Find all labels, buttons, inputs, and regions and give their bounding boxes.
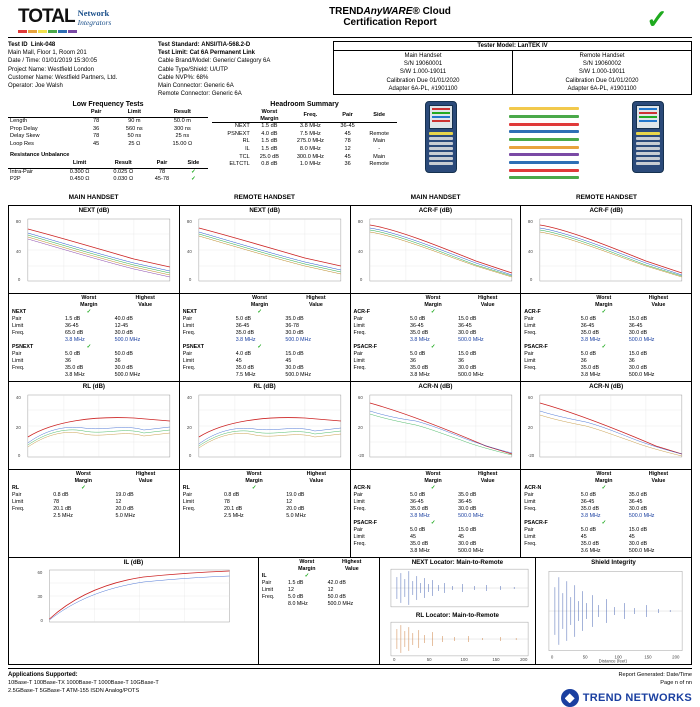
title-trend: TREND [329,6,364,17]
next-remote-stats: Worst Margin Highest Value NEXT ✓ Pair 5.0 dB 35.0 dB Limit 36-45 36-78 Freq. 35.0 dB 30.0 dB 3.8 MHz 500.0 MHz PSNEXT ✓ Pair 4.0 dB 15.0 dB Limit 45 45 Freq. 35.0 dB 30.0 dB 7.5 MHz 500.0 MHz [180,293,350,381]
x-tick: 100 [460,657,468,663]
limit-value: Cat 6A Permanent Link [189,50,256,57]
chart-panel-acrf-main [350,206,521,381]
svg-text:0: 0 [188,277,192,283]
chart-panel-next-remote [179,206,350,381]
title-certification-report: Certification Report [343,17,437,28]
low-frequency-title: Low Frequency Tests [72,101,144,109]
acrf-main-plot [354,215,518,293]
remote-handset-sw: S/W 1.000-19011 [578,69,626,76]
svg-text:40: 40 [15,395,21,401]
svg-text:40: 40 [528,249,534,255]
il-chart-panel [9,558,259,664]
low-frequency-tests-panel [8,101,208,193]
status-badge: ✓ [601,485,607,492]
svg-text:60: 60 [528,395,534,401]
svg-text:80: 80 [15,219,21,225]
main-handset-sw: S/W 1.000-19011 [399,69,447,76]
x-tick: 150 [492,657,500,663]
x-tick: 200 [672,655,680,661]
chart-title: IL (dB) [123,559,144,567]
apps-line-2: 2.5GBase-T 5GBase-T ATM-155 ISDN Analog/POTS [8,688,140,695]
summary-section [8,101,692,193]
band-label: REMOTE HANDSET [233,194,296,202]
band-label: REMOTE HANDSET [575,194,638,202]
status-badge: ✓ [86,309,92,316]
lf-col-limit: Limit [127,109,141,116]
standard-label: Test Standard: [158,42,200,48]
tester-info-box [333,41,692,95]
svg-text:0: 0 [40,618,43,624]
x-tick: 150 [644,655,652,661]
svg-text:0: 0 [188,453,192,459]
page-number: Page n of nn [660,680,692,687]
shield-integrity-title: Shield Integrity [591,559,636,567]
rl-main-plot [12,391,176,469]
report-meta [492,671,692,707]
info-line: Cable Type/Shield: U/UTP [158,66,228,73]
svg-text:0: 0 [17,453,21,459]
main-handset-cal: Calibration Due 01/01/2020 [386,77,460,84]
total-network-integrators-logo [8,6,158,33]
trend-diamond-icon [561,689,579,707]
chart-title: NEXT (dB) [78,207,110,215]
svg-text:40: 40 [186,249,192,255]
apps-title: Applications Supported: [8,672,78,679]
title-anyware: AnyWARE [363,6,413,17]
table-row: P2P 0.450 Ω 0.030 Ω 45-78 ✓ [8,176,208,184]
chart-title: ACR-N (dB) [589,383,624,391]
trend-networks-logo [492,689,692,707]
svg-text:-20: -20 [357,453,364,459]
headroom-summary-panel [212,101,397,193]
acrn-main-stats: Worst Margin Highest Value ACR-N ✓ Pair 5.0 dB 35.0 dB Limit 36-45 36-45 Freq. 35.0 dB 30.0 dB 3.8 MHz 500.0 MHz PSACR-F ✓ Pair 5.0 dB 15.0 dB Limit 45 45 Freq. 35.0 dB 30.0 dB 3.8 MHz 500.0 MHz [351,469,521,557]
logo-total-text: TOTAL [18,6,75,27]
x-tick: 0 [392,657,396,663]
report-title [158,6,622,28]
main-handset-image [421,101,461,173]
chart-panel-acrf-remote [520,206,691,381]
status-badge: ✓ [191,168,196,175]
acrn-main-plot [354,391,518,469]
chart-title: ACR-F (dB) [418,207,453,215]
status-badge: ✓ [86,344,92,351]
svg-text:0: 0 [530,277,533,283]
rl-remote-plot [183,391,347,469]
tester-column [333,41,692,98]
report-footer [8,668,692,707]
x-tick: 100 [614,655,622,661]
test-id-label: Test ID [8,42,28,48]
status-badge: ✓ [601,309,607,316]
x-tick: 50 [426,657,432,663]
chart-title: ACR-N (dB) [418,383,453,391]
svg-text:20: 20 [528,425,534,431]
info-line: Operator: Joe Walsh [8,83,63,90]
acrn-remote-plot [524,391,688,469]
test-id-value: Link-048 [30,42,56,48]
chart-panel-next-main [9,206,179,381]
info-line: Cable NVP%: 68% [158,74,209,81]
svg-text:60: 60 [357,395,363,401]
logo-integrators-text: Integrators [77,18,112,27]
status-badge: ✓ [257,309,262,316]
svg-text:60: 60 [37,570,43,576]
info-line: Cable Brand/Model: Generic/ Category 6A [158,58,271,65]
chart-title: NEXT (dB) [249,207,280,215]
main-handset-adapter: Adapter 6A-PL, #1901100 [388,85,458,92]
lf-col-pair: Pair [90,109,102,116]
il-stats: Worst Margin Highest Value IL ✓ Pair 1.5 dB 42.0 dB Limit 12 12 Freq. 5.0 dB 50.0 dB 8.0 MHz 500.0 MHz [261,559,362,608]
svg-text:40: 40 [186,395,192,401]
shield-integrity-plot [539,567,688,663]
acrf-main-stats: Worst Margin Highest Value ACR-F ✓ Pair 5.0 dB 15.0 dB Limit 36-45 36-45 Freq. 35.0 dB 30.0 dB 3.8 MHz 500.0 MHz PSACR-F ✓ Pair 5.0 dB 15.0 dB Limit 36 36 Freq. 35.0 dB 30.0 dB 3.8 MHz 500.0 MHz [351,293,521,381]
svg-text:0: 0 [359,277,362,283]
status-badge: ✓ [430,520,436,527]
standard-value: ANSI/TIA-568.2-D [201,42,251,48]
acrf-remote-plot [524,215,688,293]
remote-handset-cal: Calibration Due 01/01/2020 [565,77,639,84]
applications-supported [8,671,492,707]
rl-locator-title: RL Locator: Main-to-Remote [415,612,499,620]
pass-check-icon: ✓ [646,4,668,34]
table-row: IL 1.5 dB 8.0 MHz 12 - [245,146,381,153]
x-tick: 50 [582,655,588,661]
rl-remote-stats: Worst Margin Highest Value RL ✓ Pair 0.8 dB 19.0 dB Limit 78 12 Freq. 20.1 dB 20.0 dB 2.5 MHz 5.0 MHz [180,469,350,522]
table-row: RL 1.5 dB 275.0 MHz 78 Main [242,138,386,145]
next-remote-plot [183,215,347,293]
apps-line-1: 10Base-T 100Base-TX 1000Base-T 1000Base-T 10GBase-T [8,680,159,687]
status-badge: ✓ [601,344,607,351]
title-cloud: ® Cloud [412,6,451,17]
table-row: Loop Res 45 25 Ω 15.00 Ω [10,140,193,147]
info-line: Customer Name: Westfield Partners, Ltd. [8,74,118,81]
charts-row-rl-acrn [9,381,691,557]
table-row: TCL 25.0 dB 300.0 MHz 45 Main [239,153,386,160]
test-standard-column [158,41,333,98]
svg-text:80: 80 [528,219,534,225]
chart-panel-acrn-remote [520,382,691,557]
resistance-unbalance-title: Resistance Unbalance [10,152,70,159]
table-row: PSNEXT 4.0 dB 7.5 MHz 45 Remote [227,130,389,137]
svg-text:40: 40 [15,249,21,255]
chart-panel-rl-remote [179,382,350,557]
limit-label: Test Limit: [158,50,188,57]
test-id-column [8,41,158,98]
status-badge: ✓ [81,485,86,492]
tester-model-value: LanTEK IV [517,43,548,49]
svg-text:20: 20 [357,425,363,431]
report-generated: Report Generated: Date/Time [618,672,692,679]
svg-text:0: 0 [17,277,21,283]
handset-band-labels [8,193,692,202]
remote-handset-adapter: Adapter 6A-PL, #1901100 [567,85,637,92]
acrf-remote-stats: Worst Margin Highest Value ACR-F ✓ Pair 5.0 dB 15.0 dB Limit 36-45 36-45 Freq. 35.0 dB 30.0 dB 3.8 MHz 500.0 MHz PSACR-F ✓ Pair 5.0 dB 15.0 dB Limit 36 36 Freq. 35.0 dB 30.0 dB 3.8 MHz 500.0 MHz [521,293,691,381]
svg-text:20: 20 [15,425,21,431]
info-line: Date / Time: 01/01/2019 15:30:05 [8,58,98,65]
lf-col-result: Result [173,109,191,116]
rl-locator-plot [383,620,532,664]
stat-group-name: PSNEXT [12,344,34,351]
logo-network-text: Network [77,8,110,18]
status-badge: ✓ [430,309,436,316]
acrn-remote-stats: Worst Margin Highest Value ACR-N ✓ Pair 5.0 dB 35.0 dB Limit 36-45 36-45 Freq. 35.0 dB 30.0 dB 3.8 MHz 500.0 MHz PSACR-F ✓ Pair 5.0 dB 15.0 dB Limit 45 45 Freq. 35.0 dB 30.0 dB 3.6 MHz 500.0 MHz [521,469,691,557]
locators-panel [380,558,691,664]
svg-text:-20: -20 [528,453,535,459]
table-row: Delay Skew 78 50 ns 25 ns [10,133,190,140]
cable-wires-graphic [509,101,579,179]
logo-color-bars [18,30,111,33]
table-row: Intra-Pair 0.300 Ω 0.025 Ω 78 ✓ [8,168,208,176]
svg-text:30: 30 [37,594,43,600]
charts-row-il-locators [9,557,691,664]
x-axis-label: Distance (feet) [598,659,627,664]
chart-panel-acrn-main [350,382,521,557]
remote-handset-image [628,101,668,173]
remote-handset-sn: S/N 19060002 [582,61,622,68]
headroom-title: Headroom Summary [270,101,339,109]
info-line: Main Connector: Generic 6A [158,83,234,90]
status-badge: ✓ [191,176,196,183]
main-handset-title: Main Handset [404,53,442,59]
il-stats-panel [259,558,380,664]
info-line: Remote Connector: Generic 6A [158,91,242,98]
status-badge: ✓ [430,344,436,351]
table-row: Prop Delay 36 560 ns 300 ns [10,125,191,132]
info-line: Project Name: Westfield London [8,66,94,73]
status-badge: ✓ [304,573,310,580]
chart-panel-rl-main [9,382,179,557]
svg-text:20: 20 [186,425,192,431]
remote-handset-info [513,51,691,94]
chart-title: RL (dB) [82,383,105,391]
status-badge: ✓ [430,485,436,492]
charts-row-next-acrf [9,206,691,381]
main-handset-sn: S/N 19060001 [403,61,443,68]
chart-title: ACR-F (dB) [589,207,623,215]
next-locator-plot [383,567,532,611]
handset-illustration [397,101,692,193]
band-label: MAIN HANDSET [410,194,461,202]
table-row: ELTCTL 0.8 dB 1.0 MHz 36 Remote [229,161,389,168]
x-tick: 200 [520,657,528,663]
svg-text:40: 40 [357,249,363,255]
table-row: NEXT 1.5 dB 3.8 MHz 36-45 [234,123,355,130]
stat-group-name: NEXT [12,309,27,316]
chart-title: RL (dB) [253,383,276,391]
svg-text:80: 80 [186,219,192,225]
table-row: Length 78 90 m 50.0 m [10,118,191,125]
main-handset-info [334,51,513,94]
next-locator-title: NEXT Locator: Main-to-Remote [411,559,504,567]
next-main-plot [12,215,176,293]
svg-text:80: 80 [357,219,363,225]
band-label: MAIN HANDSET [68,194,119,202]
status-badge: ✓ [601,520,607,527]
x-tick: 0 [550,655,554,661]
brand-text: TREND NETWORKS [582,692,692,705]
status-badge: ✓ [251,485,257,492]
headroom-table: Worst Margin Freq. Pair Side NEXT 1.5 dB 3.8 MHz 36-45 PSNEXT 4.0 dB 7.5 MHz 45 Remote RL 1.5 dB 275.0 MHz 78 Main IL 1.5 dB 8.0 MHz 12 - TCL 25.0 dB 300.0 MHz 45 Main ELTCTL 0.8 dB 1.0 MHz 36 Remote [212,109,397,168]
test-info-section [8,38,692,98]
info-line: Main Mall, Floor 1, Room 201 [8,50,87,57]
next-main-stats: Worst Margin Highest Value NEXT ✓ Pair 1.5 dB 40.0 dB Limit 36-45 12-45 Freq. 65.0 dB 30.0 dB 3.8 MHz 500.0 MHz PSNEXT ✓ Pair 5.0 dB 50.0 dB Limit 36 36 Freq. 35.0 dB 30.0 dB 3.8 MHz 500.0 MHz [9,293,179,381]
resistance-unbalance-table: Resistance Unbalance Limit Result Pair Side Intra-Pair 0.300 Ω 0.025 Ω 78 ✓ P2P 0.450 Ω 0.030 Ω 45-78 ✓ [8,152,208,183]
low-frequency-table [8,109,208,148]
charts-grid [8,205,692,665]
tester-model-label: Tester Model: [477,43,516,49]
status-badge: ✓ [257,344,262,351]
il-plot [12,567,255,629]
rl-main-stats: Worst Margin Highest Value RL ✓ Pair 0.8 dB 19.0 dB Limit 78 12 Freq. 20.1 dB 20.0 dB 2.5 MHz 5.0 MHz [9,469,179,522]
remote-handset-title: Remote Handset [579,53,625,59]
report-header [8,6,692,35]
